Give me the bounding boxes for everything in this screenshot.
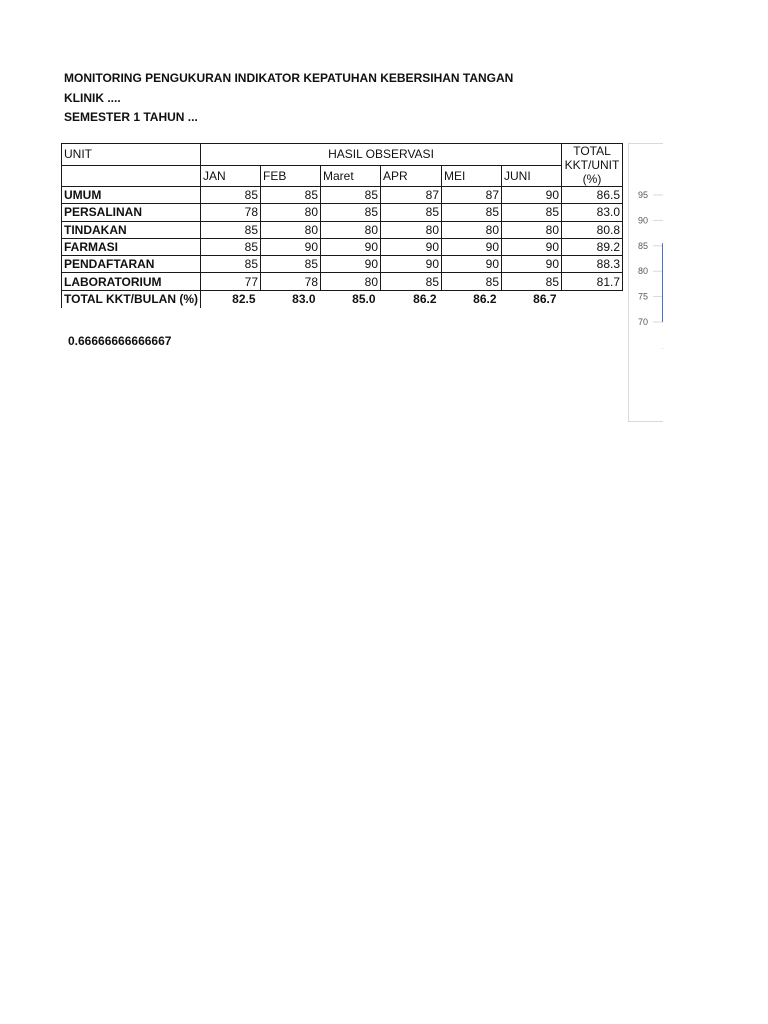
report-title: MONITORING PENGUKURAN INDIKATOR KEPATUHAN KEBERSIHAN TANGAN [64, 71, 514, 85]
month-header[interactable]: JAN [201, 165, 261, 187]
month-header[interactable]: APR [381, 165, 442, 187]
value-cell[interactable]: 90 [321, 238, 381, 255]
monthly-total-cell[interactable]: 86.2 [473, 292, 497, 307]
table-row [62, 256, 623, 273]
value-cell[interactable]: 80 [321, 221, 381, 238]
monthly-total-cell[interactable]: 86.2 [413, 292, 437, 307]
total-header-line3: (%) [582, 172, 602, 186]
total-header-line1: TOTAL [573, 144, 611, 158]
value-cell[interactable]: 80 [261, 204, 321, 221]
value-cell[interactable]: 85 [261, 187, 321, 204]
y-tick-label: 90 [638, 215, 649, 226]
month-header[interactable]: MEI [442, 165, 502, 187]
observation-table [61, 143, 623, 308]
month-header[interactable]: Maret [321, 165, 381, 187]
observation-header[interactable]: HASIL OBSERVASI [201, 144, 562, 166]
total-cell[interactable]: 88.3 [562, 256, 623, 273]
value-cell[interactable]: 90 [321, 256, 381, 273]
value-cell[interactable]: 80 [261, 221, 321, 238]
y-tick-label: 80 [638, 266, 649, 277]
value-cell[interactable]: 80 [321, 273, 381, 290]
unit-cell[interactable]: FARMASI [62, 238, 201, 255]
table-row [62, 221, 623, 238]
total-cell[interactable]: 86.5 [562, 187, 623, 204]
table-row [62, 273, 623, 290]
value-cell[interactable]: 85 [201, 256, 261, 273]
semester-label: SEMESTER 1 TAHUN ... [64, 110, 198, 124]
value-cell[interactable]: 80 [502, 221, 562, 238]
ratio-value[interactable]: 0.66666666666667 [68, 334, 172, 348]
value-cell[interactable]: 85 [201, 187, 261, 204]
y-tick-label: 95 [638, 190, 649, 200]
unit-cell[interactable]: PENDAFTARAN [62, 256, 201, 273]
month-header[interactable]: FEB [261, 165, 321, 187]
table-row [62, 204, 623, 221]
blank-cell[interactable] [562, 290, 623, 307]
value-cell[interactable]: 90 [381, 256, 442, 273]
value-cell[interactable]: 77 [201, 273, 261, 290]
monthly-total-row [62, 290, 623, 307]
clinic-label: KLINIK .... [64, 91, 121, 105]
total-cell[interactable]: 81.7 [562, 273, 623, 290]
y-tick-label: 75 [638, 291, 649, 302]
month-header[interactable]: JUNI [502, 165, 562, 187]
table-row [62, 238, 623, 255]
value-cell[interactable]: 90 [381, 238, 442, 255]
header-row [62, 144, 623, 166]
monthly-total-cell[interactable]: 82.5 [232, 292, 256, 307]
value-cell[interactable]: 85 [321, 187, 381, 204]
month-header-row [62, 165, 623, 187]
monthly-total-cell[interactable]: 85.0 [352, 292, 376, 307]
total-unit-header[interactable] [562, 144, 623, 187]
value-cell[interactable]: 78 [261, 273, 321, 290]
value-cell[interactable]: 85 [442, 273, 502, 290]
value-cell[interactable]: 85 [201, 238, 261, 255]
unit-cell[interactable]: LABORATORIUM [62, 273, 201, 290]
unit-cell[interactable]: TINDAKAN [62, 221, 201, 238]
value-cell[interactable]: 80 [381, 221, 442, 238]
total-cell[interactable]: 83.0 [562, 204, 623, 221]
value-cell[interactable]: 80 [442, 221, 502, 238]
value-cell[interactable]: 90 [502, 256, 562, 273]
value-cell[interactable]: 85 [502, 204, 562, 221]
value-cell[interactable]: 90 [442, 256, 502, 273]
value-cell[interactable]: 85 [442, 204, 502, 221]
y-tick-label: 70 [638, 317, 649, 327]
value-cell[interactable]: 90 [502, 238, 562, 255]
total-cell[interactable]: 89.2 [562, 238, 623, 255]
unit-header[interactable]: UNIT [62, 144, 201, 166]
value-cell[interactable]: 85 [201, 221, 261, 238]
value-cell[interactable]: 85 [381, 273, 442, 290]
monthly-total-cell[interactable]: 83.0 [292, 292, 316, 307]
monthly-total-label[interactable]: TOTAL KKT/BULAN (%) [62, 290, 201, 307]
value-cell[interactable]: 90 [502, 187, 562, 204]
value-cell[interactable]: 85 [381, 204, 442, 221]
value-cell[interactable]: 85 [321, 204, 381, 221]
total-header-line2: KKT/UNIT [564, 158, 620, 172]
value-cell[interactable]: 87 [442, 187, 502, 204]
value-cell[interactable]: 90 [261, 238, 321, 255]
unit-cell[interactable]: PERSALINAN [62, 204, 201, 221]
value-cell[interactable]: 85 [502, 273, 562, 290]
value-cell[interactable]: 87 [381, 187, 442, 204]
table-row [62, 187, 623, 204]
page-edge [663, 130, 768, 440]
total-cell[interactable]: 80.8 [562, 221, 623, 238]
value-cell[interactable]: 90 [442, 238, 502, 255]
value-cell[interactable]: 78 [201, 204, 261, 221]
y-tick-label: 85 [638, 240, 649, 251]
monthly-total-cell[interactable]: 86.7 [533, 292, 557, 307]
blank-cell[interactable] [62, 165, 201, 187]
chart-object[interactable] [628, 143, 668, 422]
unit-cell[interactable]: UMUM [62, 187, 201, 204]
value-cell[interactable]: 85 [261, 256, 321, 273]
